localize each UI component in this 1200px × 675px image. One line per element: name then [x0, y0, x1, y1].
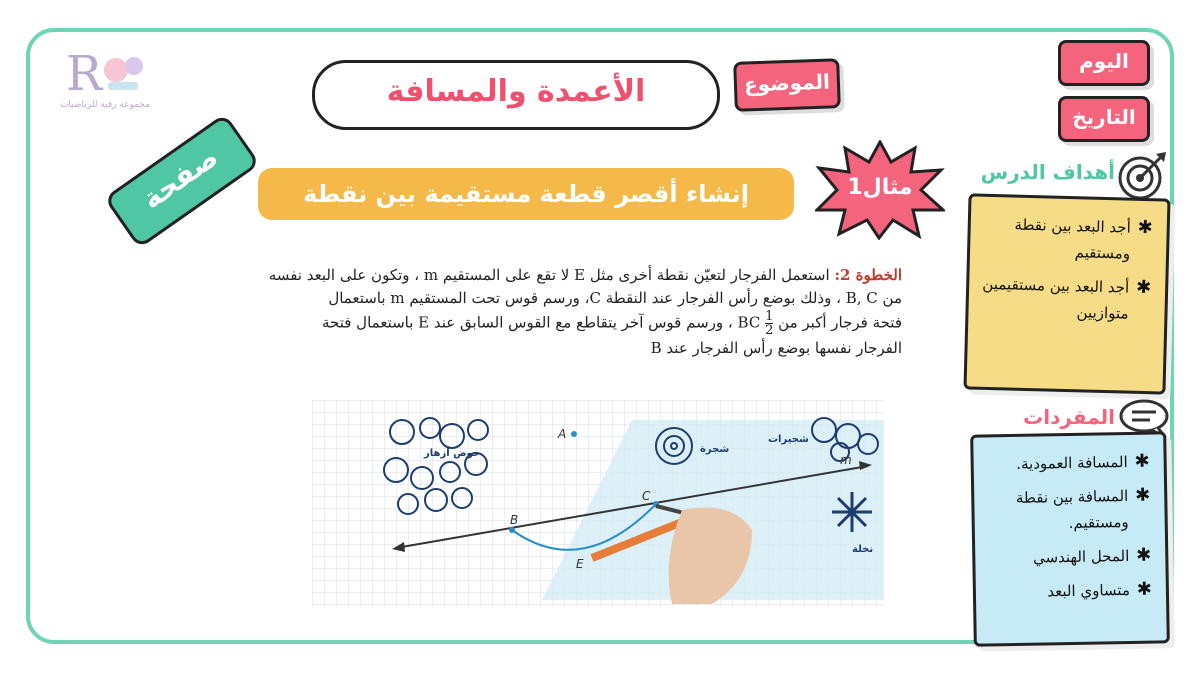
- step-line-4: الفرجار نفسها بوضع رأس الفرجار عند B: [650, 339, 902, 357]
- step-text: [176, 264, 902, 360]
- label-a: A: [558, 427, 567, 441]
- topic-label: الموضوع: [733, 58, 841, 112]
- point-a: [571, 431, 577, 437]
- vocab-text: متساوي البعد: [1047, 580, 1131, 601]
- goal-item: [978, 271, 1151, 327]
- step-line-1: [176, 264, 902, 287]
- goal-text: أجد البعد بين مستقيمين متوازيين: [982, 274, 1130, 323]
- target-icon: [1116, 150, 1168, 200]
- step-label: الخطوة 2:: [834, 266, 902, 284]
- flowers-label: حوض أزهار: [424, 448, 481, 459]
- construction-figure: [312, 400, 884, 606]
- fraction-half: [765, 310, 773, 337]
- logo-caption: مجموعة رقية للرياضيات: [59, 100, 151, 110]
- label-e: E: [576, 557, 584, 571]
- day-label: اليوم: [1058, 40, 1150, 86]
- label-c: C: [642, 489, 651, 503]
- vocab-text: المحل الهندسي: [1032, 546, 1130, 567]
- goals-note: [963, 193, 1170, 394]
- star-bullet-icon: ✱: [1135, 276, 1152, 299]
- vocab-item: [984, 483, 1151, 538]
- vocab-item: [983, 449, 1149, 478]
- lesson-title: الأعمدة والمسافة: [312, 60, 720, 130]
- tree-label: شجرة: [700, 444, 730, 455]
- date-label: التاريخ: [1058, 96, 1150, 142]
- step-line-3b: BC ، ورسم قوس آخر يتقاطع مع القوس السابق عند E باستعمال فتحة: [321, 313, 761, 332]
- star-bullet-icon: ✱: [1136, 544, 1152, 566]
- step-line-3: [176, 310, 902, 337]
- example-label: مثال1: [847, 175, 913, 200]
- example-title: إنشاء أقصر قطعة مستقيمة بين نقطة ومستقيم: [258, 168, 794, 220]
- vocabulary-note: [970, 431, 1170, 646]
- shrubs-label: شجيرات: [768, 434, 809, 445]
- label-m: m: [840, 453, 852, 467]
- star-bullet-icon: ✱: [1134, 484, 1151, 506]
- goal-item: [980, 211, 1153, 267]
- vocabulary-heading: المفردات: [1023, 405, 1115, 429]
- palm-icon: [832, 492, 872, 532]
- star-bullet-icon: ✱: [1136, 578, 1153, 600]
- vocab-item: [986, 577, 1152, 606]
- star-bullet-icon: ✱: [1134, 450, 1150, 472]
- vocab-text: المسافة العمودية.: [1016, 452, 1128, 473]
- logo-letter: R: [66, 46, 103, 102]
- step-line-2: من B, C ، وذلك بوضع رأس الفرجار عند النقطة C، ورسم قوس تحت المستقيم m باستعمال: [328, 289, 902, 307]
- step-line-1-text: استعمل الفرجار لتعيّن نقطة أخرى مثل E لا تقع على المستقيم m ، وتكون على البعد نفسه: [268, 266, 830, 284]
- fraction-numerator: 1: [765, 309, 774, 324]
- goal-text: أجد البعد بين نقطة ومستقيم: [1014, 215, 1131, 263]
- goals-heading: أهداف الدرس: [980, 160, 1115, 184]
- palm-label: نخلة: [852, 544, 874, 555]
- fraction-denominator: 2: [765, 323, 774, 338]
- step-line-3a: فتحة فرجار أكبر من: [778, 313, 902, 332]
- vocab-text: المسافة بين نقطة ومستقيم.: [1015, 486, 1129, 533]
- label-b: B: [510, 513, 519, 527]
- star-bullet-icon: ✱: [1137, 216, 1154, 239]
- vocab-item: [985, 543, 1151, 572]
- page-number-tag: صفحة 127: [104, 113, 261, 249]
